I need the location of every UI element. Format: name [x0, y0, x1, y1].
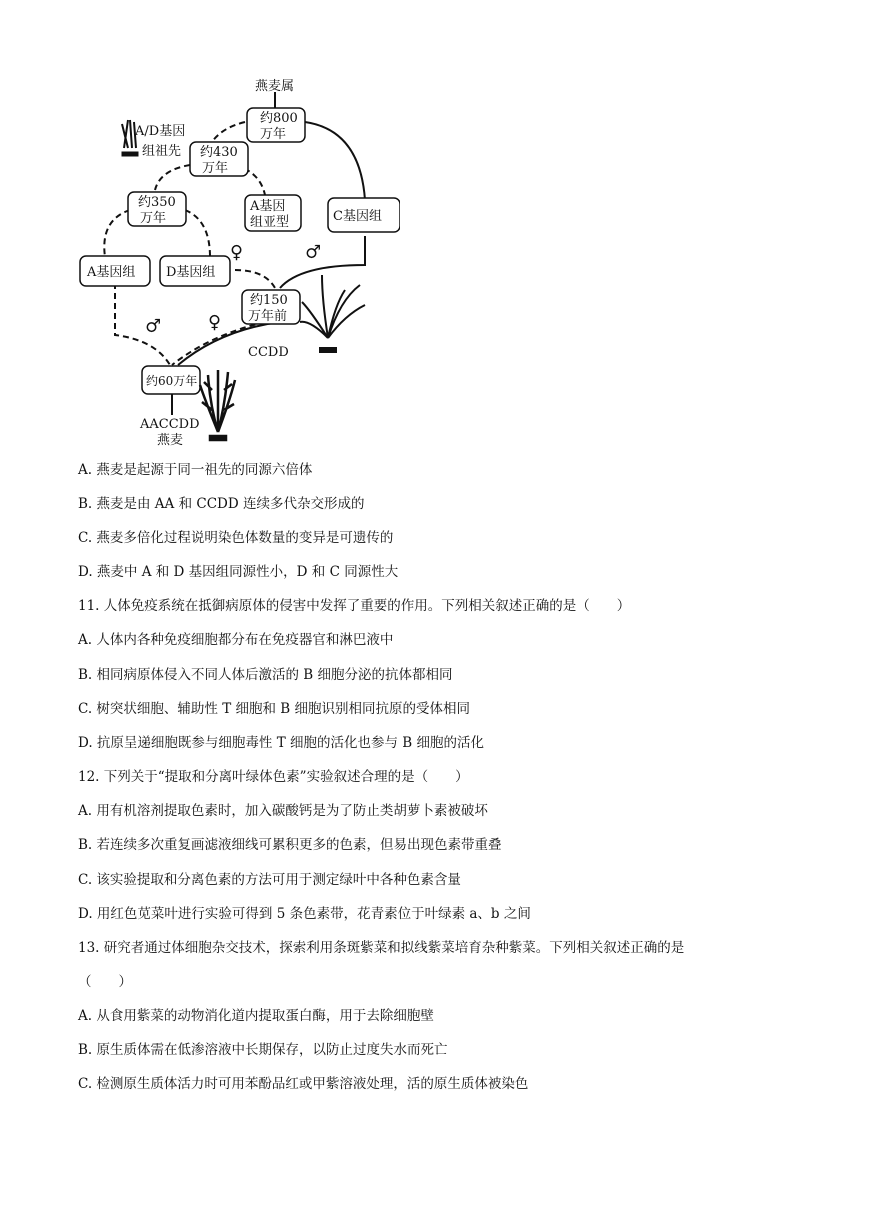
oat-evolution-diagram: [60, 60, 400, 460]
q10-option-a: A. 燕麦是起源于同一祖先的同源六倍体: [78, 462, 313, 478]
label-350-b: 万年: [140, 211, 167, 226]
q11-option-a: A. 人体内各种免疫细胞都分布在免疫器官和淋巴液中: [78, 632, 394, 648]
label-350-a: 约350: [138, 195, 176, 210]
label-800-b: 万年: [260, 127, 287, 142]
label-d-genome: D基因组: [166, 265, 216, 280]
label-150-b: 万年前: [248, 309, 288, 324]
q12-stem: 12. 下列关于“提取和分离叶绿体色素”实验叙述合理的是（ ）: [78, 769, 469, 785]
q11-option-d: D. 抗原呈递细胞既参与细胞毒性 T 细胞的活化也参与 B 细胞的活化: [78, 735, 485, 751]
label-ad-a: A/D基因: [135, 124, 186, 139]
q10-option-c: C. 燕麦多倍化过程说明染色体数量的变异是可遗传的: [78, 530, 394, 546]
q13-option-a: A. 从食用紫菜的动物消化道内提取蛋白酶，用于去除细胞壁: [78, 1008, 434, 1024]
label-aaccdd: AACCDD: [140, 417, 200, 432]
male-symbol-2: ♂: [145, 316, 162, 337]
label-430-a: 约430: [200, 145, 238, 160]
label-60: 约60万年: [146, 374, 198, 388]
q12-option-c: C. 该实验提取和分离色素的方法可用于测定绿叶中各种色素含量: [78, 872, 461, 888]
female-symbol: ♀: [230, 242, 244, 263]
label-a-genome: A基因组: [87, 265, 136, 280]
q10-option-b: B. 燕麦是由 AA 和 CCDD 连续多代杂交形成的: [78, 496, 365, 512]
q13-option-c: C. 检测原生质体活力时可用苯酚品红或甲紫溶液处理，活的原生质体被染色: [78, 1076, 529, 1092]
q11-option-c: C. 树突状细胞、辅助性 T 细胞和 B 细胞识别相同抗原的受体相同: [78, 701, 471, 717]
q12-option-d: D. 用红色苋菜叶进行实验可得到 5 条色素带，花青素位于叶绿素 a、b 之间: [78, 906, 531, 922]
label-800-a: 约800: [260, 111, 298, 126]
q13-stem-bracket: （ ）: [78, 974, 132, 990]
male-symbol: ♂: [305, 242, 322, 263]
label-ad-b: 组祖先: [142, 144, 182, 159]
q11-option-b: B. 相同病原体侵入不同人体后激活的 B 细胞分泌的抗体都相同: [78, 667, 453, 683]
label-430-b: 万年: [202, 161, 229, 176]
q13-stem: 13. 研究者通过体细胞杂交技术，探索利用条斑紫菜和拟线紫菜培育杂种紫菜。下列相关叙述正确的是: [78, 940, 685, 956]
q13-option-b: B. 原生质体需在低渗溶液中长期保存，以防止过度失水而死亡: [78, 1042, 448, 1058]
plant-icon-ccdd: [300, 275, 365, 352]
label-genus: 燕麦属: [255, 79, 295, 94]
label-oat: 燕麦: [157, 433, 184, 448]
label-c-genome: C基因组: [333, 209, 382, 224]
label-asub-a: A基因: [250, 199, 286, 214]
label-150-a: 约150: [250, 293, 288, 308]
female-symbol-2: ♀: [208, 312, 222, 333]
q10-option-d: D. 燕麦中 A 和 D 基因组同源性小，D 和 C 同源性大: [78, 564, 399, 580]
q11-stem: 11. 人体免疫系统在抵御病原体的侵害中发挥了重要的作用。下列相关叙述正确的是（ ）: [78, 598, 631, 614]
q12-option-b: B. 若连续多次重复画滤液细线可累积更多的色素，但易出现色素带重叠: [78, 837, 502, 853]
q12-option-a: A. 用有机溶剂提取色素时，加入碳酸钙是为了防止类胡萝卜素被破坏: [78, 803, 488, 819]
label-asub-b: 组亚型: [250, 215, 290, 230]
plant-icon-aaccdd: [200, 370, 235, 440]
label-ccdd: CCDD: [248, 345, 289, 360]
